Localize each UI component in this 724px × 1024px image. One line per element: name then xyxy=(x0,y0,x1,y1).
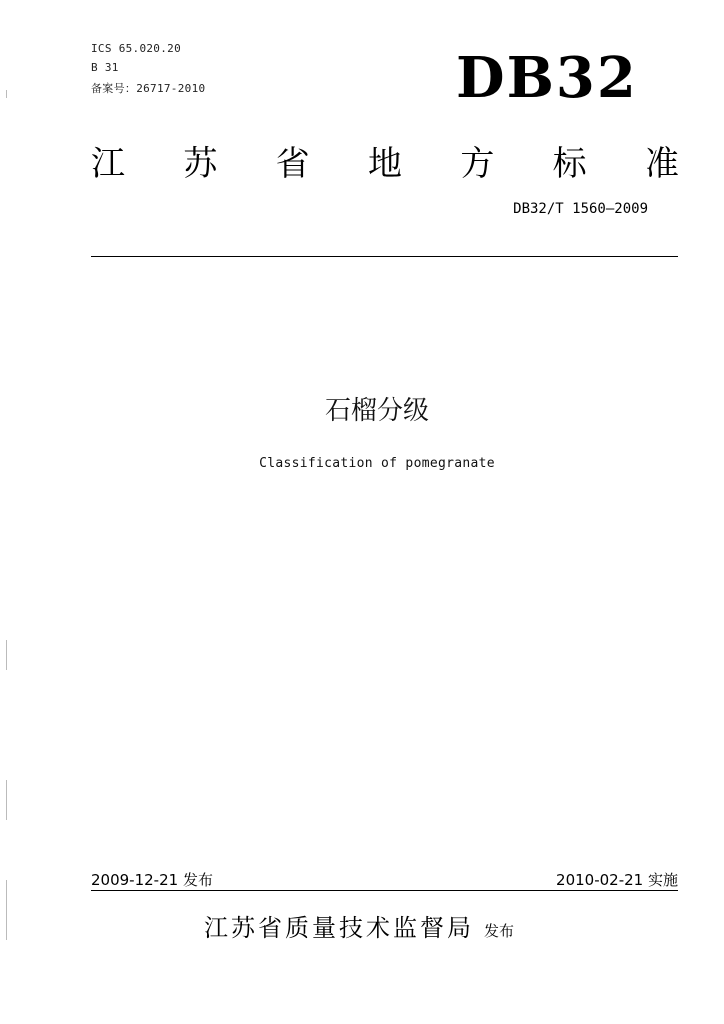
record-number: 备案号：26717-2010 xyxy=(91,82,206,95)
scan-edge-mark xyxy=(6,780,7,820)
implementation-date: 2010-02-21 实施 xyxy=(556,871,678,889)
scan-edge-mark xyxy=(6,90,7,98)
standard-type xyxy=(91,136,679,185)
standard-type-char: 地 xyxy=(367,144,402,184)
standard-type-char: 省 xyxy=(275,144,310,184)
standard-logo: DB32 xyxy=(456,45,638,111)
title-chinese: 石榴分级 xyxy=(324,396,429,426)
standard-type-char: 准 xyxy=(644,144,679,184)
issuer-block xyxy=(204,908,514,943)
title-english: Classification of pomegranate xyxy=(259,456,495,471)
ccs-code: B 31 xyxy=(91,61,119,74)
header-divider xyxy=(91,256,678,257)
issue-date: 2009-12-21 发布 xyxy=(91,871,213,889)
issuer-suffix: 发布 xyxy=(484,922,515,940)
standard-type-char: 方 xyxy=(460,144,495,184)
standard-type-char: 苏 xyxy=(183,144,218,184)
footer-divider xyxy=(91,890,678,891)
standard-number: DB32/T 1560—2009 xyxy=(513,201,648,217)
standard-type-char: 标 xyxy=(552,144,587,184)
scan-edge-mark xyxy=(6,640,7,670)
issuer-name: 江苏省质量技术监督局 xyxy=(204,914,474,942)
standard-type-char: 江 xyxy=(91,144,125,184)
ics-code: ICS 65.020.20 xyxy=(91,42,181,55)
scan-edge-mark xyxy=(6,880,7,940)
